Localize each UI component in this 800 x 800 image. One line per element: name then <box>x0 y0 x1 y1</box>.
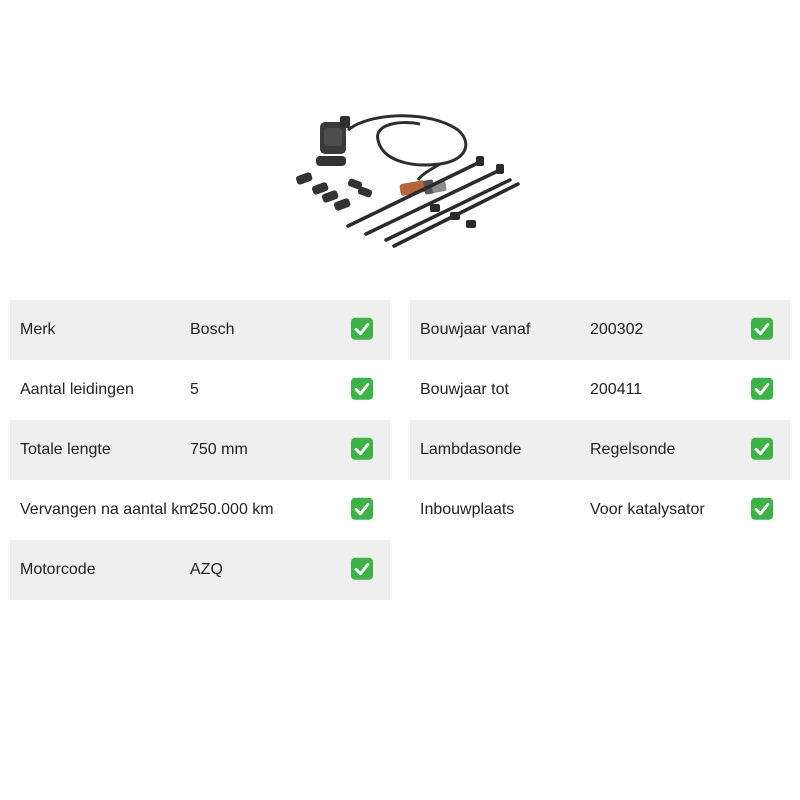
spec-label: Aantal leidingen <box>20 381 134 398</box>
green-checkmark-icon <box>750 377 774 401</box>
spec-label: Motorcode <box>20 561 96 578</box>
cable-clips <box>295 156 373 211</box>
spec-row-bouwjaar-tot <box>410 360 790 420</box>
spec-row-vervangen-na <box>10 480 390 540</box>
spec-row-totale-lengte <box>10 420 390 480</box>
spec-label: Merk <box>20 321 56 338</box>
spec-value: AZQ <box>190 561 223 578</box>
spec-row-inbouwplaats <box>410 480 790 540</box>
spec-value: Voor katalysator <box>590 501 705 518</box>
green-checkmark-icon <box>750 497 774 521</box>
spec-row-merk <box>10 300 390 360</box>
spec-value: Regelsonde <box>590 441 676 458</box>
spec-table-left <box>10 300 390 600</box>
spec-label: Lambdasonde <box>420 441 522 458</box>
spec-row-bouwjaar-vanaf <box>410 300 790 360</box>
spec-row-aantal-leidingen <box>10 360 390 420</box>
spec-row-motorcode <box>10 540 390 600</box>
spec-label: Totale lengte <box>20 441 111 458</box>
green-checkmark-icon <box>350 557 374 581</box>
spec-value: 750 mm <box>190 441 248 458</box>
spec-value: Bosch <box>190 321 235 338</box>
green-checkmark-icon <box>750 317 774 341</box>
spec-label: Vervangen na aantal km <box>20 501 193 518</box>
spec-table-right <box>410 300 790 540</box>
green-checkmark-icon <box>750 437 774 461</box>
sensor-cable <box>348 116 466 165</box>
spec-label: Bouwjaar tot <box>420 381 509 398</box>
green-checkmark-icon <box>350 437 374 461</box>
spec-label: Bouwjaar vanaf <box>420 321 531 338</box>
spec-value: 200302 <box>590 321 644 338</box>
spec-row-lambdasonde <box>410 420 790 480</box>
green-checkmark-icon <box>350 377 374 401</box>
product-image <box>290 100 530 260</box>
spec-label: Inbouwplaats <box>420 501 515 518</box>
green-checkmark-icon <box>350 317 374 341</box>
green-checkmark-icon <box>350 497 374 521</box>
spec-value: 5 <box>190 381 199 398</box>
connector-plug <box>320 116 350 154</box>
spec-value: 250.000 km <box>190 501 274 518</box>
spec-value: 200411 <box>590 381 643 398</box>
